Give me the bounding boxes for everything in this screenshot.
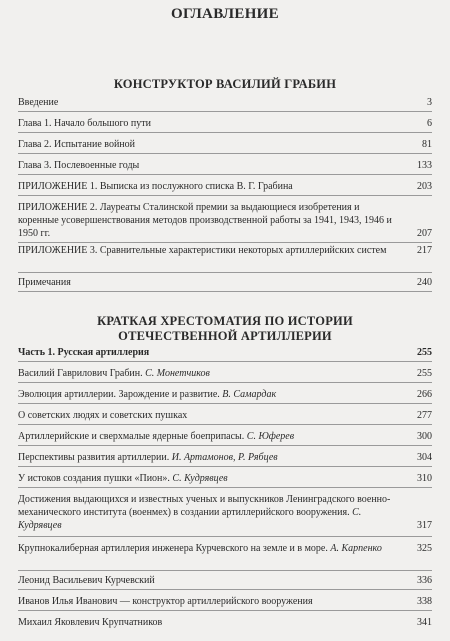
entry-title: Перспективы развития артиллерии. [18,452,170,463]
toc-entry[interactable] [18,542,432,555]
toc-entry[interactable] [18,472,432,485]
entry-author: С. Кудрявцев [172,473,228,484]
entry-title: Михаил Яковлевич Крупчатников [18,617,163,628]
entry-page: 3 [427,97,432,108]
entry-author: В. Самардак [222,389,277,400]
divider [18,445,432,446]
entry-title: Леонид Васильевич Курчевский [18,575,155,586]
entry-page: 217 [417,245,432,256]
entry-title: Глава 1. Начало большого пути [18,118,151,129]
entry-title: Иванов Илья Иванович — конструктор артиллерийского вооружения [18,596,313,607]
entry-page: 310 [417,473,432,484]
entry-title: ПРИЛОЖЕНИЕ 2. Лауреаты Сталинской премии за выдающиеся изобретения и коренные усовершенствования методов производственной работы за 1941, 1943, 1946 и 1950 гг. [18,202,392,239]
divider [18,291,432,292]
entry-page: 336 [417,575,432,586]
entry-title: Часть 1. Русская артиллерия [18,347,150,358]
toc-entry[interactable] [18,201,432,240]
section-title-chrestomathy-line2: ОТЕЧЕСТВЕННОЙ АРТИЛЛЕРИИ [118,329,332,343]
entry-page: 81 [422,139,432,150]
entry-page: 317 [417,520,432,531]
entry-page: 300 [417,431,432,442]
divider [18,242,432,243]
section-title-grabin: КОНСТРУКТОР ВАСИЛИЙ ГРАБИН [113,77,337,91]
entry-author: С. Юферев [246,431,295,442]
divider [18,174,432,175]
divider [18,487,432,488]
entry-page: 203 [417,181,432,192]
entry-page: 304 [417,452,432,463]
toc-entry[interactable] [18,138,432,151]
entry-page: 341 [417,617,432,628]
toc-entry[interactable] [18,616,432,629]
entry-title: Глава 3. Послевоенные годы [18,160,140,171]
entry-page: 133 [417,160,432,171]
divider [18,570,432,571]
toc-entry-part[interactable] [18,346,432,359]
entry-title: ПРИЛОЖЕНИЕ 1. Выписка из послужного списка В. Г. Грабина [18,181,293,192]
toc-entry[interactable] [18,451,432,464]
toc-entry[interactable] [18,409,432,422]
entry-title: Эволюция артиллерии. Зарождение и развитие. [18,389,220,400]
divider [18,382,432,383]
entry-page: 338 [417,596,432,607]
divider [18,132,432,133]
entry-page: 255 [417,347,432,358]
entry-title: О советских людях и советских пушках [18,410,188,421]
divider [18,403,432,404]
toc-entry[interactable] [18,493,432,532]
entry-author: С. Монетчиков [145,368,210,379]
divider [18,272,432,273]
entry-author: С. Кудрявцев [18,507,362,531]
toc-entry[interactable] [18,430,432,443]
divider [18,111,432,112]
page-title: ОГЛАВЛЕНИЕ [171,6,279,22]
entry-title: Василий Гаврилович Грабин. [18,368,143,379]
toc-entry[interactable] [18,159,432,172]
entry-page: 255 [417,368,432,379]
divider [18,589,432,590]
toc-entry[interactable] [18,595,432,608]
entry-title: Крупнокалиберная артиллерия инженера Курчевского на земле и в море. [18,543,328,554]
entry-page: 325 [417,543,432,554]
toc-entry[interactable] [18,574,432,587]
entry-title: У истоков создания пушки «Пион». [18,473,170,484]
toc-entry[interactable] [18,96,432,109]
entry-page: 240 [417,277,432,288]
entry-author: И. Артамонов, Р. Рябцев [171,452,278,463]
section-title-chrestomathy-line1: КРАТКАЯ ХРЕСТОМАТИЯ ПО ИСТОРИИ [97,314,353,328]
entry-title: Глава 2. Испытание войной [18,139,135,150]
toc-entry[interactable] [18,117,432,130]
entry-page: 207 [417,228,432,239]
entry-page: 266 [417,389,432,400]
divider [18,361,432,362]
divider [18,424,432,425]
toc-entry[interactable] [18,180,432,193]
divider [18,536,432,537]
entry-title: Достижения выдающихся и известных ученых и выпускников Ленинградского военно-механического института (военмех) в создании артиллерийского вооружения. [18,494,391,518]
toc-entry[interactable] [18,276,432,289]
entry-title: Артиллерийские и сверхмалые ядерные боеприпасы. [18,431,245,442]
entry-title: Примечания [18,277,71,288]
toc-entry[interactable] [18,244,432,257]
toc-entry[interactable] [18,367,432,380]
divider [18,195,432,196]
entry-page: 277 [417,410,432,421]
entry-title: Введение [18,97,59,108]
toc-entry[interactable] [18,388,432,401]
divider [18,466,432,467]
entry-page: 6 [427,118,432,129]
entry-author: А. Карпенко [330,543,382,554]
entry-title: ПРИЛОЖЕНИЕ 3. Сравнительные характеристики некоторых артиллерийских систем [18,245,387,256]
divider [18,153,432,154]
divider [18,610,432,611]
